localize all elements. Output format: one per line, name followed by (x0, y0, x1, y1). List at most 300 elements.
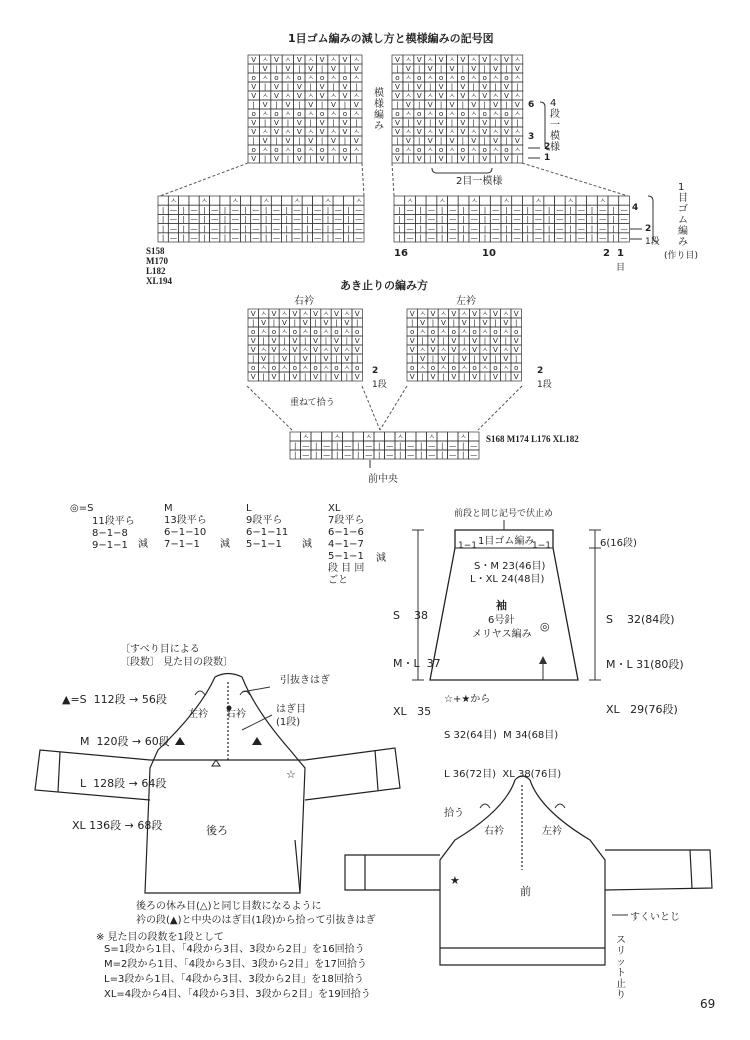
chart-symbol: | (504, 336, 508, 345)
note-list (104, 942, 371, 1002)
chart-symbol: | (347, 214, 350, 224)
chart-symbol: | (569, 223, 572, 233)
chart-symbol: — (302, 450, 310, 459)
chart-symbol: ㅅ (260, 363, 268, 372)
chart-symbol: V (251, 127, 257, 136)
chart-symbol: ㅅ (439, 363, 447, 372)
chart-symbol: V (271, 336, 277, 345)
chart-symbol: V (342, 82, 348, 91)
chart-symbol: V (354, 336, 360, 345)
chart-symbol: ㅅ (352, 91, 360, 100)
chart-symbol: | (275, 100, 278, 109)
chart-symbol: ㅅ (513, 109, 521, 118)
chart-symbol: — (252, 205, 260, 215)
chart-symbol: ㅅ (404, 145, 412, 154)
chart-symbol: | (590, 205, 594, 215)
chart-symbol: — (190, 205, 198, 215)
chart-symbol: o (460, 109, 466, 118)
rib-row-1: 1段 (645, 237, 660, 247)
chart-symbol: o (250, 327, 256, 336)
chart-symbol: | (252, 64, 255, 73)
center-stitch-counts: S168 M174 L176 XL182 (486, 434, 579, 444)
chart-symbol: V (438, 127, 444, 136)
decrease-m-suffix: 減 (220, 539, 230, 550)
chart-symbol: ㅅ (284, 145, 292, 154)
chart-symbol: o (251, 109, 256, 118)
chart-symbol: V (333, 336, 339, 345)
chart-symbol: V (313, 345, 319, 354)
chart-symbol: V (354, 372, 360, 381)
chart-cell (322, 432, 333, 441)
chart-symbol: V (251, 118, 257, 127)
chart-symbol: — (428, 450, 436, 459)
chart-symbol: o (292, 327, 298, 336)
chart-symbol: V (313, 336, 319, 345)
chart-symbol: — (231, 205, 239, 215)
chart-symbol: V (409, 309, 415, 318)
chart-symbol: ㅅ (396, 432, 404, 441)
front-right-collar: 右衿 (484, 826, 504, 837)
chart-symbol: ㅅ (307, 55, 315, 64)
chart-symbol: — (449, 205, 457, 215)
seam-label: はぎ目 (276, 704, 306, 715)
chart-symbol: | (309, 82, 312, 91)
chart-symbol: | (262, 336, 265, 345)
chart-symbol: | (182, 233, 185, 242)
chart-symbol: | (398, 233, 401, 242)
chart-symbol: — (427, 214, 436, 224)
chart-symbol: o (504, 109, 509, 118)
chart-symbol: — (355, 223, 363, 233)
chart-symbol: | (590, 233, 594, 242)
chart-cell (587, 196, 598, 205)
chart-symbol: V (503, 82, 509, 91)
chart-cell (437, 432, 448, 441)
chart-symbol: ㅅ (513, 55, 521, 64)
chart-symbol: V (344, 354, 350, 363)
chart-symbol: — (252, 223, 260, 233)
chart-symbol: | (343, 64, 347, 73)
chart-symbol: ㅅ (231, 196, 239, 206)
chart-symbol: V (409, 372, 415, 381)
chart-symbol: | (396, 100, 399, 109)
chart-symbol: o (297, 73, 302, 82)
chart-symbol: ㅅ (439, 309, 447, 318)
chart-symbol: ㅅ (439, 345, 447, 354)
chart-cell (374, 432, 385, 441)
chart-symbol: V (353, 100, 359, 109)
decrease-col-m: M 13段平ら 6−1−10 7−1−1 (164, 503, 207, 550)
back-left-collar: 左衿 (188, 709, 208, 720)
chart-symbol: V (285, 64, 291, 73)
chart-symbol: | (324, 336, 328, 345)
chart-symbol: V (440, 354, 446, 363)
chart-symbol: V (331, 64, 336, 73)
chart-symbol: — (428, 441, 436, 450)
chart-symbol: ㅅ (261, 127, 269, 136)
chart-symbol: V (451, 309, 457, 318)
back-name: 後ろ (206, 824, 228, 837)
chart-symbol: — (491, 214, 500, 224)
chart-symbol: — (598, 233, 607, 242)
chart-cell (448, 432, 459, 441)
chart-symbol: | (223, 233, 227, 242)
chart-symbol: — (407, 441, 415, 450)
chart-symbol: o (493, 327, 498, 336)
chart-symbol: o (354, 327, 360, 336)
chart-cell (619, 196, 630, 205)
chart1-title: 1目ゴム編みの減し方と模様編みの記号図 (288, 32, 494, 45)
chart-symbol: o (395, 145, 400, 154)
chart-symbol: V (405, 64, 411, 73)
chart-symbol: — (534, 223, 543, 233)
col-10: 10 (482, 248, 496, 259)
chart-symbol: | (419, 223, 422, 233)
chart-symbol: | (244, 205, 247, 215)
chart-cell (158, 196, 168, 205)
chart-symbol: o (271, 363, 277, 372)
chart-symbol: V (274, 118, 279, 127)
chart-symbol: o (319, 73, 325, 82)
chart-symbol: V (482, 118, 488, 127)
chart-symbol: | (483, 223, 487, 233)
chart-symbol: | (505, 214, 508, 224)
chart-symbol: | (547, 233, 551, 242)
chart-symbol: V (472, 372, 478, 381)
chart-symbol: V (250, 336, 256, 345)
chart-symbol: | (440, 214, 444, 224)
chart-symbol: V (460, 118, 466, 127)
chart-symbol: ㅅ (280, 345, 288, 354)
chart-symbol: — (334, 233, 342, 242)
pull-label: 引抜きはぎ (280, 675, 330, 686)
chart-symbol: V (513, 336, 519, 345)
chart-symbol: V (262, 100, 268, 109)
page-number: 69 (700, 997, 716, 1011)
chart-symbol: — (470, 441, 478, 450)
chart-symbol: o (513, 327, 519, 336)
chart-symbol: ㅅ (492, 109, 500, 118)
front-left-collar: 左衿 (542, 826, 562, 837)
chart-symbol: | (320, 136, 324, 145)
chart-symbol: V (513, 309, 519, 318)
chart-symbol: ㅅ (448, 55, 456, 64)
note-xl: XL=4段から4目、「4段から3目、3段から2目」を19回拾う (104, 989, 371, 1000)
chart-symbol: V (451, 345, 457, 354)
chart-symbol: o (438, 145, 444, 154)
chart-symbol: ㅅ (293, 196, 301, 206)
col-unit: 目 (616, 263, 626, 273)
chart-symbol: ㅅ (324, 196, 332, 206)
chart-symbol: ㅅ (460, 363, 468, 372)
chart-symbol: | (483, 233, 487, 242)
chart-symbol: V (420, 318, 426, 327)
chart-symbol: — (556, 223, 564, 233)
chart-symbol: | (332, 82, 335, 91)
chart-symbol: — (344, 450, 352, 459)
chart-symbol: | (419, 205, 422, 215)
chart-symbol: — (534, 214, 543, 224)
rib-row-4: 4 (632, 203, 639, 213)
decrease-symbol: ◎=S (70, 503, 94, 514)
cuff-label: 1目ゴム編み (478, 536, 535, 547)
chart-symbol: | (336, 441, 339, 450)
chart-symbol: — (427, 223, 436, 233)
chart-symbol: V (292, 336, 298, 345)
decrease-col-l: L 9段平ら 6−1−11 5−1−1 (246, 503, 289, 550)
chart-symbol: V (438, 82, 444, 91)
chart-symbol: — (355, 214, 363, 224)
chart-symbol: V (503, 127, 509, 136)
chart-symbol: — (344, 441, 352, 450)
chart-symbol: ㅅ (352, 145, 360, 154)
chart-symbol: | (442, 372, 445, 381)
chart-symbol: — (470, 233, 478, 242)
chart-symbol: V (513, 372, 519, 381)
chart-symbol: — (231, 233, 239, 242)
chart-symbol: | (272, 354, 276, 363)
chart-symbol: ㅅ (460, 327, 468, 336)
chart-symbol: ㅅ (502, 196, 510, 206)
chart-symbol: | (516, 154, 519, 163)
chart-symbol: V (323, 318, 329, 327)
chart-symbol: | (244, 223, 247, 233)
chart-symbol: | (298, 64, 301, 73)
chart-symbol: | (293, 354, 297, 363)
chart-symbol: | (462, 372, 466, 381)
chart-symbol: V (319, 154, 325, 163)
chart-symbol: | (286, 154, 290, 163)
chart-symbol: | (407, 154, 410, 163)
chart-symbol: — (334, 214, 342, 224)
chart-symbol: | (355, 318, 359, 327)
chart-symbol: V (302, 318, 308, 327)
chart-symbol: | (407, 118, 410, 127)
chart-symbol: | (263, 118, 267, 127)
chart-symbol: | (473, 318, 476, 327)
chart-symbol: | (516, 82, 519, 91)
chart-symbol: ㅅ (330, 73, 337, 82)
chart-symbol: — (272, 214, 281, 224)
chart-cell (490, 196, 501, 205)
chart-symbol: V (281, 318, 287, 327)
chart-symbol: | (345, 372, 349, 381)
chart-symbol: | (462, 450, 465, 459)
row-marker-6: 6 (528, 100, 535, 110)
chart-symbol: — (449, 441, 457, 450)
chart-symbol: V (333, 372, 339, 381)
chart-symbol: | (398, 214, 401, 224)
chart-symbol: — (386, 450, 394, 459)
chart-symbol: — (556, 214, 564, 224)
chart-symbol: — (365, 441, 373, 450)
chart-symbol: V (482, 82, 488, 91)
chart-symbol: V (319, 82, 325, 91)
chart-symbol: V (460, 154, 466, 163)
chart-symbol: | (494, 154, 497, 163)
chart-cell (522, 196, 533, 205)
chart-symbol: | (293, 318, 297, 327)
chart-symbol: V (514, 64, 520, 73)
chart-cell (469, 432, 480, 441)
pattern-grid-right (392, 55, 523, 163)
chart-symbol: ㅅ (492, 73, 500, 82)
chart-symbol: | (309, 154, 312, 163)
chart-symbol: V (251, 55, 257, 64)
chart-symbol: ㅅ (426, 145, 434, 154)
chart-symbol: | (569, 205, 572, 215)
chart-symbol: | (419, 214, 422, 224)
chart-symbol: V (438, 55, 444, 64)
chart-symbol: ㅅ (481, 309, 489, 318)
note-line2: 衿の段(▲)と中央のはぎ目(1段)から拾って引抜きはぎ (136, 915, 376, 926)
chart-symbol: | (378, 450, 381, 459)
chart-symbol: — (577, 205, 585, 215)
chart-symbol: ㅅ (439, 327, 447, 336)
chart-symbol: ㅅ (333, 432, 341, 441)
chart-symbol: o (354, 363, 360, 372)
chart-symbol: | (161, 233, 165, 242)
chart-symbol: — (365, 450, 373, 459)
chart-symbol: V (449, 100, 455, 109)
chart-symbol: | (612, 214, 615, 224)
chart-symbol: | (494, 318, 497, 327)
chart-symbol: V (313, 309, 319, 318)
seam-rows: (1段) (276, 717, 301, 728)
chart-symbol: V (271, 309, 277, 318)
chart-symbol: V (492, 309, 498, 318)
chart-symbol: V (250, 309, 256, 318)
chart-symbol: V (471, 100, 477, 109)
chart-symbol: | (450, 82, 454, 91)
chart-symbol: ㅅ (566, 196, 575, 206)
chart-cell (302, 196, 312, 205)
chart-symbol: V (296, 55, 302, 64)
chart-symbol: | (182, 205, 185, 215)
chart-symbol: | (355, 354, 359, 363)
chart-symbol: ㅅ (322, 327, 330, 336)
chart-symbol: o (342, 109, 348, 118)
chart-symbol: o (460, 73, 466, 82)
chart-symbol: V (394, 91, 400, 100)
chart-symbol: — (272, 205, 281, 215)
chart-symbol: ㅅ (322, 363, 330, 372)
chart-symbol: V (308, 100, 314, 109)
chart-symbol: o (504, 145, 509, 154)
chart-symbol: ㅅ (492, 55, 500, 64)
chart-symbol: — (302, 441, 310, 450)
chart-symbol: — (449, 214, 457, 224)
chart-symbol: | (251, 354, 255, 363)
chart-symbol: V (409, 336, 415, 345)
sleeve-right-dims: S 32(84段) M・L 31(80段) XL 29(76段) (606, 613, 684, 716)
chart-symbol: | (483, 214, 487, 224)
chart-symbol: — (210, 214, 219, 224)
chart-symbol: | (357, 441, 360, 450)
chart-symbol: V (285, 136, 291, 145)
chart-symbol: | (472, 82, 475, 91)
chart-symbol: V (427, 100, 433, 109)
chart-symbol: V (416, 55, 422, 64)
chart-symbol: V (319, 118, 325, 127)
left-collar-label: 左衿 (456, 296, 476, 307)
chart-symbol: ㅅ (419, 327, 427, 336)
chart-symbol: | (335, 318, 338, 327)
col-16: 16 (394, 248, 408, 259)
chart-symbol: V (262, 64, 268, 73)
chart-symbol: — (577, 214, 585, 224)
chart-symbol: | (286, 118, 290, 127)
chart-symbol: o (482, 145, 487, 154)
chart-symbol: ㅅ (448, 145, 456, 154)
chart-symbol: — (313, 233, 322, 242)
chart-symbol: | (461, 64, 465, 73)
chart-symbol: V (449, 64, 455, 73)
chart-symbol: ㅅ (343, 363, 351, 372)
chart-symbol: V (285, 100, 291, 109)
chart-symbol: V (416, 118, 422, 127)
chart-symbol: | (462, 233, 465, 242)
chart-symbol: V (274, 127, 279, 136)
chart-cell (210, 196, 220, 205)
size-l: L182 (146, 266, 166, 276)
chart-symbol: — (470, 205, 478, 215)
chart-symbol: | (355, 118, 358, 127)
chart-symbol: | (472, 154, 475, 163)
chart-symbol: V (302, 354, 308, 363)
chart-symbol: ㅅ (513, 127, 521, 136)
chart-cell (282, 196, 292, 205)
sleeve-tick-l: 1−1 (458, 541, 477, 551)
chart-symbol: ㅅ (284, 73, 292, 82)
chart-symbol: o (493, 363, 498, 372)
chart-symbol: ㅅ (448, 127, 456, 136)
chart-symbol: o (342, 145, 348, 154)
chart-symbol: ㅅ (534, 196, 543, 206)
chart-symbol: — (334, 223, 342, 233)
chart-symbol: | (203, 223, 206, 233)
chart-symbol: | (462, 441, 465, 450)
chart-cell (343, 196, 353, 205)
chart-symbol: V (261, 318, 267, 327)
chart-cell (353, 432, 364, 441)
chart-symbol: | (315, 441, 318, 450)
chart-symbol: | (314, 354, 317, 363)
chart-symbol: ㅅ (260, 345, 268, 354)
chart-symbol: ㅅ (352, 109, 360, 118)
chart-symbol: | (483, 136, 486, 145)
chart-symbol: ㅅ (343, 327, 351, 336)
chart-symbol: | (462, 214, 465, 224)
chart-cell (544, 196, 555, 205)
chart-symbol: o (313, 327, 318, 336)
chart-symbol: | (345, 336, 349, 345)
chart-symbol: | (347, 223, 350, 233)
chart-symbol: | (505, 100, 508, 109)
chart-symbol: ㅅ (301, 309, 309, 318)
chart-symbol: | (428, 154, 432, 163)
chart-symbol: ㅅ (355, 196, 363, 206)
chart-symbol: o (472, 363, 477, 372)
chart-cell (290, 432, 301, 441)
chart-symbol: | (569, 233, 572, 242)
overlap-note: 重ねて拾う (290, 398, 335, 408)
chart-symbol: — (620, 214, 628, 224)
pattern-grid-left (248, 55, 362, 163)
chart-symbol: | (452, 318, 456, 327)
chart-symbol: ㅅ (513, 73, 521, 82)
chart-symbol: | (483, 100, 486, 109)
